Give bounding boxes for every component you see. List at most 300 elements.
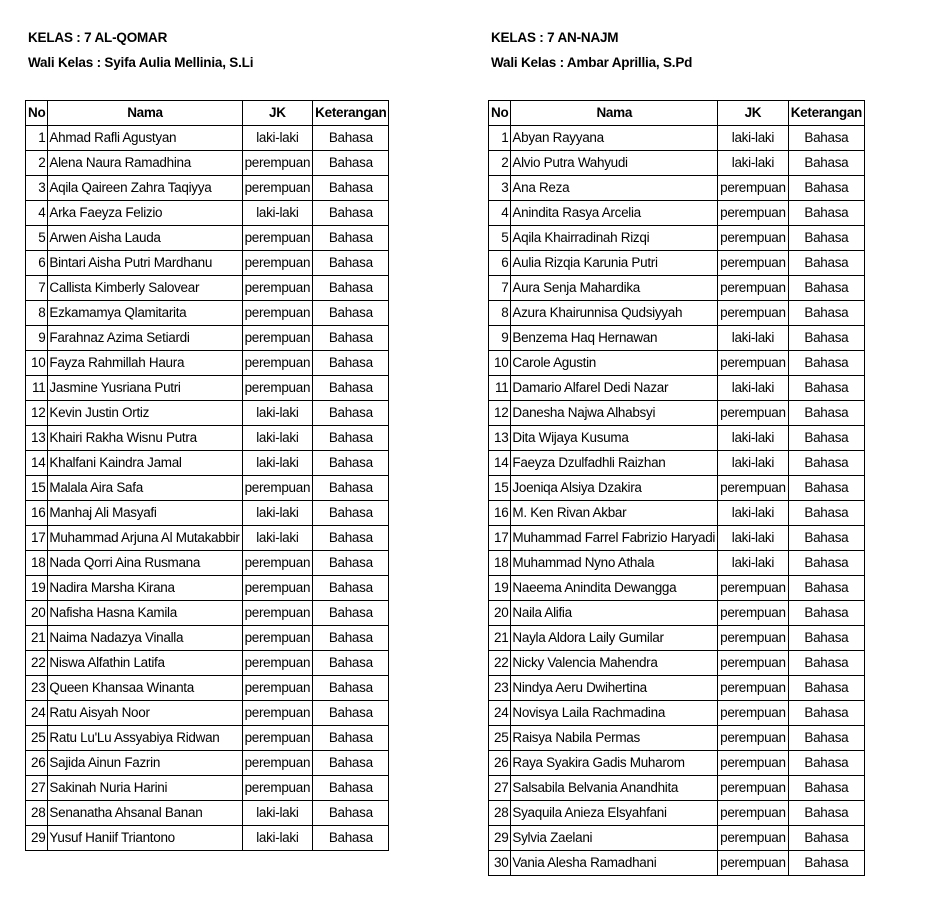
student-table [25,100,389,851]
table-row [26,601,389,626]
cell-nama: Farahnaz Azima Setiardi [48,326,242,351]
cell-nama: Naeema Anindita Dewangga [511,576,718,601]
cell-nama: Jasmine Yusriana Putri [48,376,242,401]
table-row [489,176,865,201]
table-row [26,676,389,701]
header-jk: JK [718,101,789,126]
cell-jk: perempuan [242,726,313,751]
table-row [489,476,865,501]
cell-nama: Nada Qorri Aina Rusmana [48,551,242,576]
table-row [489,526,865,551]
cell-nama: Raya Syakira Gadis Muharom [511,751,718,776]
cell-jk: perempuan [718,176,789,201]
table-row [489,301,865,326]
table-row [489,151,865,176]
cell-keterangan: Bahasa [313,226,389,251]
cell-keterangan: Bahasa [313,276,389,301]
cell-nama: Vania Alesha Ramadhani [511,851,718,876]
cell-jk: perempuan [718,776,789,801]
cell-jk: perempuan [242,601,313,626]
cell-no: 22 [26,651,48,676]
table-row [26,526,389,551]
cell-jk: perempuan [242,151,313,176]
cell-nama: Nayla Aldora Laily Gumilar [511,626,718,651]
cell-no: 9 [489,326,511,351]
cell-no: 15 [489,476,511,501]
cell-keterangan: Bahasa [788,601,864,626]
cell-keterangan: Bahasa [788,751,864,776]
cell-keterangan: Bahasa [788,701,864,726]
cell-jk: laki-laki [242,451,313,476]
cell-jk: perempuan [718,576,789,601]
cell-no: 2 [26,151,48,176]
cell-no: 16 [489,501,511,526]
cell-keterangan: Bahasa [788,626,864,651]
cell-nama: Muhammad Nyno Athala [511,551,718,576]
cell-nama: Malala Aira Safa [48,476,242,501]
table-row [26,501,389,526]
cell-keterangan: Bahasa [788,226,864,251]
cell-no: 5 [26,226,48,251]
table-row [489,276,865,301]
cell-keterangan: Bahasa [788,676,864,701]
cell-nama: Kevin Justin Ortiz [48,401,242,426]
cell-jk: perempuan [718,351,789,376]
cell-nama: Abyan Rayyana [511,126,718,151]
cell-jk: laki-laki [718,501,789,526]
cell-jk: laki-laki [242,401,313,426]
table-row [489,776,865,801]
cell-nama: M. Ken Rivan Akbar [511,501,718,526]
cell-nama: Novisya Laila Rachmadina [511,701,718,726]
cell-jk: perempuan [718,726,789,751]
cell-jk: laki-laki [242,501,313,526]
cell-no: 2 [489,151,511,176]
cell-keterangan: Bahasa [313,126,389,151]
cell-jk: perempuan [718,476,789,501]
table-row [26,801,389,826]
table-row [489,251,865,276]
cell-no: 13 [26,426,48,451]
cell-keterangan: Bahasa [788,401,864,426]
class-title: KELAS : 7 AN-NAJM [491,30,619,45]
cell-keterangan: Bahasa [788,576,864,601]
cell-no: 8 [26,301,48,326]
cell-no: 3 [26,176,48,201]
table-row [489,226,865,251]
cell-keterangan: Bahasa [313,751,389,776]
cell-nama: Anindita Rasya Arcelia [511,201,718,226]
table-row [26,326,389,351]
cell-no: 22 [489,651,511,676]
cell-jk: perempuan [242,476,313,501]
cell-nama: Ratu Lu'Lu Assyabiya Ridwan [48,726,242,751]
cell-jk: perempuan [242,226,313,251]
table-row [489,676,865,701]
cell-keterangan: Bahasa [788,651,864,676]
cell-jk: perempuan [242,276,313,301]
cell-keterangan: Bahasa [313,826,389,851]
cell-nama: Alvio Putra Wahyudi [511,151,718,176]
cell-nama: Niswa Alfathin Latifa [48,651,242,676]
cell-jk: perempuan [718,301,789,326]
cell-nama: Syaquila Anieza Elsyahfani [511,801,718,826]
cell-no: 23 [26,676,48,701]
table-row [489,351,865,376]
cell-jk: laki-laki [242,126,313,151]
cell-keterangan: Bahasa [313,351,389,376]
cell-keterangan: Bahasa [788,451,864,476]
cell-keterangan: Bahasa [313,201,389,226]
table-row [489,601,865,626]
cell-no: 20 [489,601,511,626]
cell-keterangan: Bahasa [788,301,864,326]
cell-no: 10 [26,351,48,376]
cell-jk: perempuan [242,776,313,801]
cell-nama: Azura Khairunnisa Qudsiyyah [511,301,718,326]
table-row [489,801,865,826]
cell-nama: Joeniqa Alsiya Dzakira [511,476,718,501]
cell-jk: laki-laki [718,451,789,476]
cell-nama: Salsabila Belvania Anandhita [511,776,718,801]
cell-jk: perempuan [718,251,789,276]
cell-keterangan: Bahasa [313,376,389,401]
cell-jk: perempuan [242,301,313,326]
table-row [489,501,865,526]
table-row [26,401,389,426]
cell-jk: laki-laki [242,801,313,826]
cell-keterangan: Bahasa [313,601,389,626]
table-row [26,626,389,651]
table-row [26,301,389,326]
cell-nama: Sakinah Nuria Harini [48,776,242,801]
cell-keterangan: Bahasa [313,401,389,426]
cell-nama: Ratu Aisyah Noor [48,701,242,726]
table-row [489,626,865,651]
cell-nama: Aqila Khairradinah Rizqi [511,226,718,251]
cell-no: 19 [489,576,511,601]
cell-keterangan: Bahasa [788,151,864,176]
cell-no: 26 [26,751,48,776]
cell-no: 14 [489,451,511,476]
table-row [489,126,865,151]
cell-no: 17 [489,526,511,551]
cell-no: 29 [26,826,48,851]
cell-nama: Muhammad Farrel Fabrizio Haryadi [511,526,718,551]
cell-no: 9 [26,326,48,351]
cell-no: 23 [489,676,511,701]
cell-keterangan: Bahasa [788,376,864,401]
cell-no: 4 [26,201,48,226]
cell-keterangan: Bahasa [313,451,389,476]
table-row [26,201,389,226]
header-jk: JK [242,101,313,126]
cell-keterangan: Bahasa [788,201,864,226]
cell-jk: perempuan [242,676,313,701]
cell-nama: Naila Alifia [511,601,718,626]
cell-keterangan: Bahasa [313,476,389,501]
student-rows [26,126,389,851]
cell-no: 14 [26,451,48,476]
cell-jk: perempuan [242,701,313,726]
cell-no: 11 [489,376,511,401]
table-row [26,826,389,851]
homeroom-teacher: Wali Kelas : Ambar Aprillia, S.Pd [491,55,693,70]
header-keterangan: Keterangan [313,101,389,126]
cell-jk: laki-laki [242,201,313,226]
cell-nama: Sylvia Zaelani [511,826,718,851]
cell-nama: Nindya Aeru Dwihertina [511,676,718,701]
cell-keterangan: Bahasa [313,776,389,801]
table-row [26,126,389,151]
cell-no: 28 [489,801,511,826]
cell-nama: Benzema Haq Hernawan [511,326,718,351]
cell-keterangan: Bahasa [788,251,864,276]
header-nama: Nama [48,101,242,126]
table-row [489,376,865,401]
cell-nama: Nadira Marsha Kirana [48,576,242,601]
table-row [489,701,865,726]
cell-no: 28 [26,801,48,826]
table-row [489,451,865,476]
cell-keterangan: Bahasa [313,651,389,676]
cell-no: 7 [26,276,48,301]
cell-nama: Danesha Najwa Alhabsyi [511,401,718,426]
cell-jk: perempuan [718,401,789,426]
cell-no: 21 [489,626,511,651]
cell-keterangan: Bahasa [788,351,864,376]
cell-keterangan: Bahasa [313,726,389,751]
cell-keterangan: Bahasa [313,426,389,451]
cell-jk: laki-laki [242,826,313,851]
cell-jk: perempuan [242,751,313,776]
cell-no: 17 [26,526,48,551]
cell-keterangan: Bahasa [313,176,389,201]
table-row [26,451,389,476]
cell-jk: perempuan [718,751,789,776]
table-row [489,551,865,576]
cell-keterangan: Bahasa [313,526,389,551]
cell-keterangan: Bahasa [788,276,864,301]
cell-nama: Queen Khansaa Winanta [48,676,242,701]
cell-keterangan: Bahasa [313,801,389,826]
cell-jk: perempuan [242,351,313,376]
cell-jk: perempuan [718,676,789,701]
cell-jk: perempuan [242,376,313,401]
student-rows [489,126,865,876]
cell-keterangan: Bahasa [788,801,864,826]
table-row [26,276,389,301]
cell-jk: perempuan [242,176,313,201]
cell-keterangan: Bahasa [788,776,864,801]
cell-nama: Ana Reza [511,176,718,201]
table-header-row [26,101,389,126]
cell-jk: perempuan [242,251,313,276]
cell-nama: Nafisha Hasna Kamila [48,601,242,626]
cell-no: 16 [26,501,48,526]
table-row [489,576,865,601]
cell-nama: Manhaj Ali Masyafi [48,501,242,526]
cell-jk: laki-laki [718,526,789,551]
cell-jk: perempuan [242,551,313,576]
cell-nama: Yusuf Haniif Triantono [48,826,242,851]
cell-keterangan: Bahasa [788,526,864,551]
cell-nama: Sajida Ainun Fazrin [48,751,242,776]
table-row [489,826,865,851]
cell-keterangan: Bahasa [788,551,864,576]
cell-no: 13 [489,426,511,451]
cell-no: 5 [489,226,511,251]
table-row [26,251,389,276]
cell-nama: Khalfani Kaindra Jamal [48,451,242,476]
table-row [489,726,865,751]
table-row [26,426,389,451]
cell-keterangan: Bahasa [313,501,389,526]
cell-jk: laki-laki [718,126,789,151]
cell-jk: perempuan [242,651,313,676]
cell-no: 1 [489,126,511,151]
cell-jk: laki-laki [718,376,789,401]
cell-no: 1 [26,126,48,151]
cell-keterangan: Bahasa [788,326,864,351]
cell-no: 25 [489,726,511,751]
cell-nama: Faeyza Dzulfadhli Raizhan [511,451,718,476]
cell-keterangan: Bahasa [313,676,389,701]
cell-no: 7 [489,276,511,301]
cell-nama: Ahmad Rafli Agustyan [48,126,242,151]
header-keterangan: Keterangan [788,101,864,126]
cell-jk: perempuan [242,626,313,651]
cell-no: 21 [26,626,48,651]
cell-nama: Callista Kimberly Salovear [48,276,242,301]
table-row [489,426,865,451]
cell-no: 3 [489,176,511,201]
table-header-row [489,101,865,126]
cell-nama: Arwen Aisha Lauda [48,226,242,251]
cell-keterangan: Bahasa [313,301,389,326]
cell-jk: perempuan [718,701,789,726]
cell-jk: perempuan [718,851,789,876]
cell-keterangan: Bahasa [313,626,389,651]
cell-keterangan: Bahasa [313,251,389,276]
cell-jk: perempuan [718,276,789,301]
cell-nama: Fayza Rahmillah Haura [48,351,242,376]
cell-nama: Aulia Rizqia Karunia Putri [511,251,718,276]
cell-no: 18 [489,551,511,576]
cell-no: 12 [26,401,48,426]
cell-keterangan: Bahasa [313,576,389,601]
cell-keterangan: Bahasa [313,326,389,351]
cell-jk: perempuan [718,601,789,626]
table-row [26,151,389,176]
table-row [26,751,389,776]
cell-no: 18 [26,551,48,576]
cell-no: 27 [26,776,48,801]
cell-no: 24 [489,701,511,726]
cell-no: 6 [489,251,511,276]
cell-jk: perempuan [242,326,313,351]
header-no: No [489,101,511,126]
cell-jk: laki-laki [718,551,789,576]
table-row [489,651,865,676]
cell-nama: Nicky Valencia Mahendra [511,651,718,676]
cell-keterangan: Bahasa [788,126,864,151]
cell-nama: Aqila Qaireen Zahra Taqiyya [48,176,242,201]
cell-no: 15 [26,476,48,501]
cell-nama: Ezkamamya Qlamitarita [48,301,242,326]
table-row [489,201,865,226]
table-row [26,701,389,726]
cell-jk: perempuan [718,201,789,226]
cell-no: 11 [26,376,48,401]
cell-no: 25 [26,726,48,751]
cell-keterangan: Bahasa [313,701,389,726]
cell-nama: Bintari Aisha Putri Mardhanu [48,251,242,276]
cell-nama: Arka Faeyza Felizio [48,201,242,226]
cell-keterangan: Bahasa [788,851,864,876]
table-row [26,476,389,501]
cell-keterangan: Bahasa [788,176,864,201]
cell-jk: perempuan [718,651,789,676]
cell-no: 24 [26,701,48,726]
cell-nama: Khairi Rakha Wisnu Putra [48,426,242,451]
table-row [26,776,389,801]
cell-keterangan: Bahasa [788,476,864,501]
cell-jk: perempuan [242,576,313,601]
cell-nama: Naima Nadazya Vinalla [48,626,242,651]
cell-no: 20 [26,601,48,626]
cell-keterangan: Bahasa [788,826,864,851]
cell-no: 4 [489,201,511,226]
header-no: No [26,101,48,126]
table-row [489,326,865,351]
cell-nama: Alena Naura Ramadhina [48,151,242,176]
cell-no: 19 [26,576,48,601]
table-row [489,401,865,426]
table-row [26,726,389,751]
cell-no: 8 [489,301,511,326]
cell-no: 27 [489,776,511,801]
cell-jk: laki-laki [718,426,789,451]
cell-jk: perempuan [718,801,789,826]
table-row [26,176,389,201]
cell-keterangan: Bahasa [313,151,389,176]
cell-jk: laki-laki [242,426,313,451]
cell-keterangan: Bahasa [788,726,864,751]
cell-keterangan: Bahasa [788,426,864,451]
cell-jk: perempuan [718,826,789,851]
homeroom-teacher: Wali Kelas : Syifa Aulia Mellinia, S.Li [28,55,254,70]
cell-jk: perempuan [718,226,789,251]
cell-nama: Dita Wijaya Kusuma [511,426,718,451]
table-row [26,576,389,601]
cell-no: 6 [26,251,48,276]
cell-jk: perempuan [718,626,789,651]
table-row [26,351,389,376]
cell-nama: Senanatha Ahsanal Banan [48,801,242,826]
cell-nama: Aura Senja Mahardika [511,276,718,301]
cell-nama: Raisya Nabila Permas [511,726,718,751]
cell-nama: Muhammad Arjuna Al Mutakabbir [48,526,242,551]
table-row [26,226,389,251]
cell-keterangan: Bahasa [788,501,864,526]
student-table [488,100,865,876]
cell-nama: Carole Agustin [511,351,718,376]
cell-jk: laki-laki [718,326,789,351]
table-row [26,551,389,576]
cell-no: 29 [489,826,511,851]
header-nama: Nama [511,101,718,126]
